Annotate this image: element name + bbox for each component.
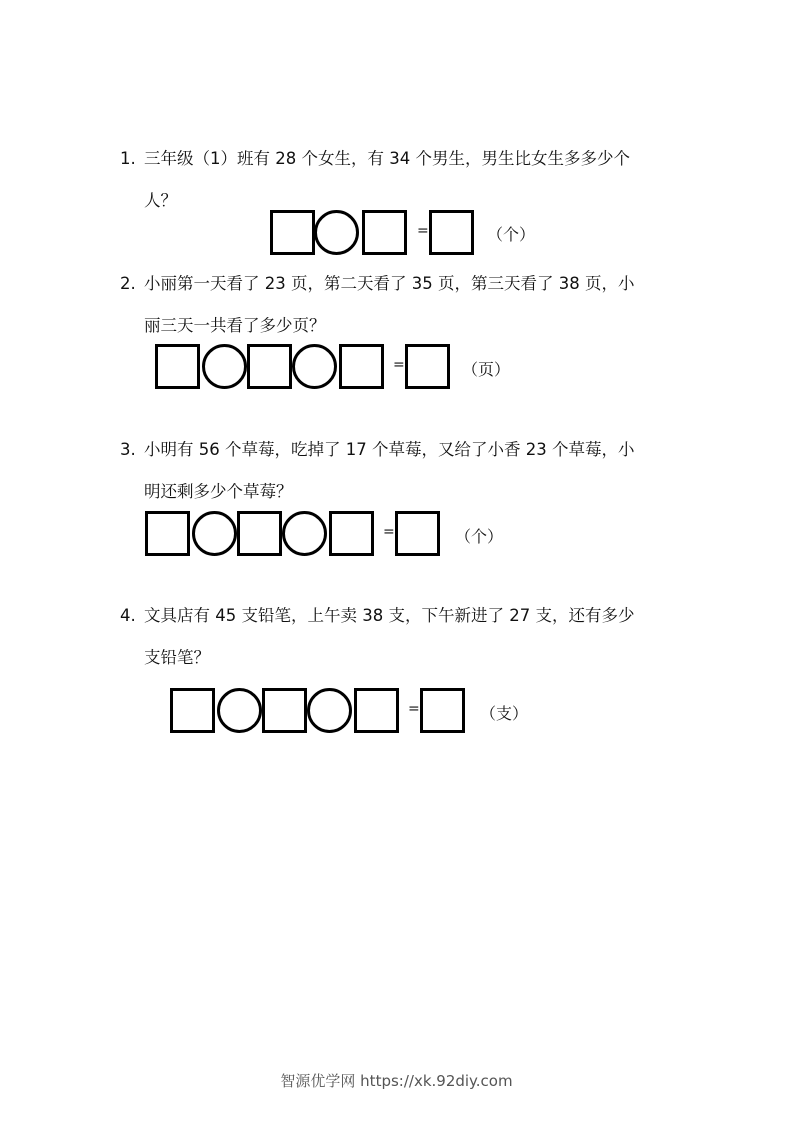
operator-circle[interactable] (282, 511, 327, 556)
question-3-text-1: 小明有 56 个草莓，吃掉了 17 个草莓，又给了小香 23 个草莓，小 (144, 440, 635, 459)
operator-circle[interactable] (202, 344, 247, 389)
question-2-text-1: 小丽第一天看了 23 页，第二天看了 35 页，第三天看了 38 页，小 (144, 274, 635, 293)
question-3-number: 3. (120, 440, 136, 459)
question-4-number: 4. (120, 606, 136, 625)
equals-sign: = (417, 223, 429, 239)
answer-box[interactable] (247, 344, 292, 389)
equals-sign: = (393, 357, 405, 373)
question-1-text-2: 人？ (144, 191, 177, 210)
operator-circle[interactable] (314, 210, 359, 255)
equals-sign: = (383, 524, 395, 540)
question-1-line-1 (120, 148, 630, 170)
question-4-line-1 (120, 605, 634, 627)
question-1-text-1: 三年级（1）班有 28 个女生，有 34 个男生，男生比女生多多少个 (144, 149, 630, 168)
result-box[interactable] (395, 511, 440, 556)
question-3-line-1 (120, 439, 634, 461)
unit-label: （页） (462, 360, 511, 379)
answer-box[interactable] (262, 688, 307, 733)
answer-box[interactable] (339, 344, 384, 389)
result-box[interactable] (405, 344, 450, 389)
operator-circle[interactable] (307, 688, 352, 733)
answer-box[interactable] (170, 688, 215, 733)
question-3-text-2: 明还剩多少个草莓？ (144, 482, 293, 501)
answer-box[interactable] (270, 210, 315, 255)
answer-box[interactable] (155, 344, 200, 389)
unit-label: （个） (487, 225, 536, 244)
result-box[interactable] (429, 210, 474, 255)
unit-label: （个） (455, 527, 504, 546)
answer-box[interactable] (354, 688, 399, 733)
operator-circle[interactable] (292, 344, 337, 389)
answer-box[interactable] (237, 511, 282, 556)
answer-box[interactable] (145, 511, 190, 556)
result-box[interactable] (420, 688, 465, 733)
question-2-line-1 (120, 273, 634, 295)
answer-box[interactable] (329, 511, 374, 556)
answer-box[interactable] (362, 210, 407, 255)
question-2-text-2: 丽三天一共看了多少页？ (144, 316, 326, 335)
footer-watermark: 智源优学网 https://xk.92diy.com (280, 1072, 513, 1090)
question-2-number: 2. (120, 274, 136, 293)
question-4-text-2: 支铅笔？ (144, 648, 210, 667)
operator-circle[interactable] (192, 511, 237, 556)
operator-circle[interactable] (217, 688, 262, 733)
question-1-number: 1. (120, 149, 136, 168)
unit-label: （支） (480, 704, 529, 723)
equals-sign: = (408, 701, 420, 717)
question-4-text-1: 文具店有 45 支铅笔，上午卖 38 支，下午新进了 27 支，还有多少 (144, 606, 635, 625)
